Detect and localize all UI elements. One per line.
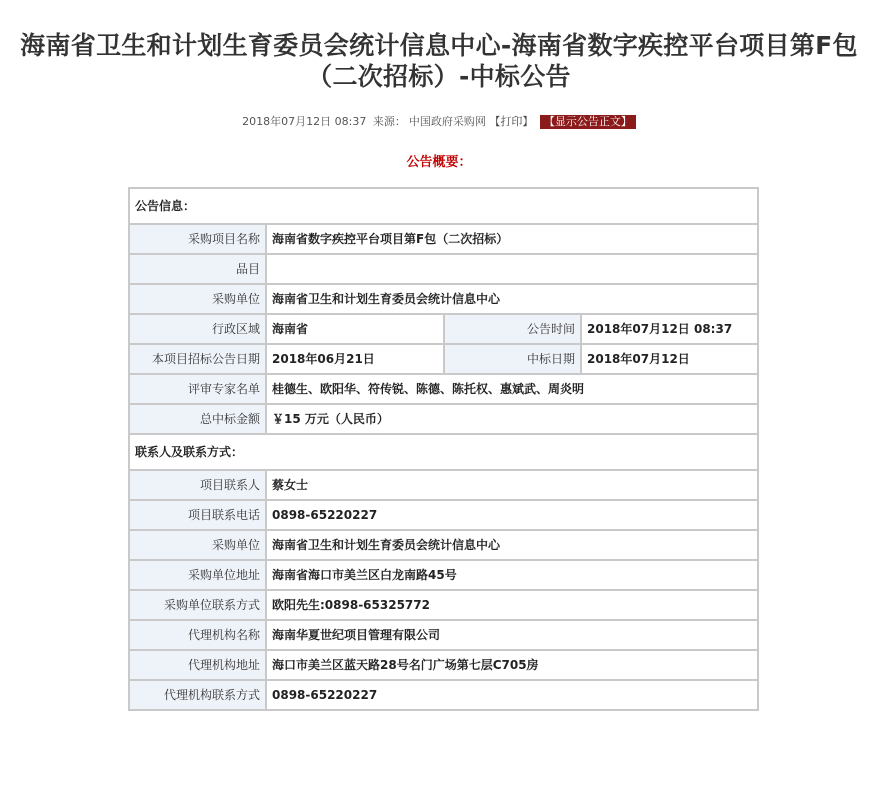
notice-time-value: 2018年07月12日 08:37 [582, 315, 757, 343]
page-title: 海南省卫生和计划生育委员会统计信息中心-海南省数字疾控平台项目第F包（二次招标）-中标公告 [20, 31, 858, 91]
table-row [130, 621, 757, 649]
meta-line [0, 114, 878, 130]
project-name-value: 海南省数字疾控平台项目第F包（二次招标） [267, 225, 757, 253]
bid-notice-date-label: 本项目招标公告日期 [130, 345, 265, 373]
award-date-value: 2018年07月12日 [582, 345, 757, 373]
notice-time-label: 公告时间 [445, 315, 580, 343]
agency-contact-value: 0898-65220227 [267, 681, 757, 709]
category-value [267, 255, 757, 283]
table-row [130, 591, 757, 619]
agency-name-label: 代理机构名称 [130, 621, 265, 649]
bid-notice-date-value: 2018年06月21日 [267, 345, 443, 373]
amount-value: ￥15 万元（人民币） [267, 405, 757, 433]
purchaser-contact-value: 欧阳先生:0898-65325772 [267, 591, 757, 619]
region-label: 行政区域 [130, 315, 265, 343]
table-row [130, 189, 757, 223]
section-contact-info: 联系人及联系方式： [130, 435, 757, 469]
table-row [130, 501, 757, 529]
table-row [130, 315, 757, 343]
agency-address-label: 代理机构地址 [130, 651, 265, 679]
source-name: 中国政府采购网 [408, 115, 486, 128]
project-contact-label: 项目联系人 [130, 471, 265, 499]
table-row [130, 561, 757, 589]
announcement-page [0, 30, 878, 702]
agency-contact-label: 代理机构联系方式 [130, 681, 265, 709]
table-row [130, 531, 757, 559]
amount-label: 总中标金额 [130, 405, 265, 433]
contact-purchaser-label: 采购单位 [130, 531, 265, 559]
table-row [130, 471, 757, 499]
purchaser-value: 海南省卫生和计划生育委员会统计信息中心 [267, 285, 757, 313]
table-row [130, 285, 757, 313]
region-value: 海南省 [267, 315, 443, 343]
purchaser-address-label: 采购单位地址 [130, 561, 265, 589]
experts-label: 评审专家名单 [130, 375, 265, 403]
table-row [130, 345, 757, 373]
table-row [130, 405, 757, 433]
table-row [130, 375, 757, 403]
notice-table-wrapper [128, 187, 759, 711]
purchaser-label: 采购单位 [130, 285, 265, 313]
summary-title: 公告概要： [406, 155, 472, 170]
agency-address-value: 海口市美兰区蓝天路28号名门广场第七层C705房 [267, 651, 757, 679]
table-row [130, 255, 757, 283]
purchaser-address-value: 海南省海口市美兰区白龙南路45号 [267, 561, 757, 589]
table-row [130, 651, 757, 679]
project-contact-value: 蔡女士 [267, 471, 757, 499]
section-notice-info: 公告信息： [130, 189, 757, 223]
publish-datetime: 2018年07月12日 08:37 [242, 115, 367, 128]
show-notice-button[interactable]: 【显示公告正文】 [540, 115, 636, 129]
table-row [130, 681, 757, 709]
project-phone-value: 0898-65220227 [267, 501, 757, 529]
project-name-label: 采购项目名称 [130, 225, 265, 253]
notice-table [128, 187, 759, 711]
purchaser-contact-label: 采购单位联系方式 [130, 591, 265, 619]
table-row [130, 225, 757, 253]
category-label: 品目 [130, 255, 265, 283]
source-label: 来源： [372, 115, 406, 128]
award-date-label: 中标日期 [445, 345, 580, 373]
agency-name-value: 海南华夏世纪项目管理有限公司 [267, 621, 757, 649]
contact-purchaser-value: 海南省卫生和计划生育委员会统计信息中心 [267, 531, 757, 559]
project-phone-label: 项目联系电话 [130, 501, 265, 529]
print-link[interactable]: 【打印】 [489, 115, 534, 128]
table-row [130, 435, 757, 469]
experts-value: 桂德生、欧阳华、符传锐、陈德、陈托权、惠斌武、周炎明 [267, 375, 757, 403]
